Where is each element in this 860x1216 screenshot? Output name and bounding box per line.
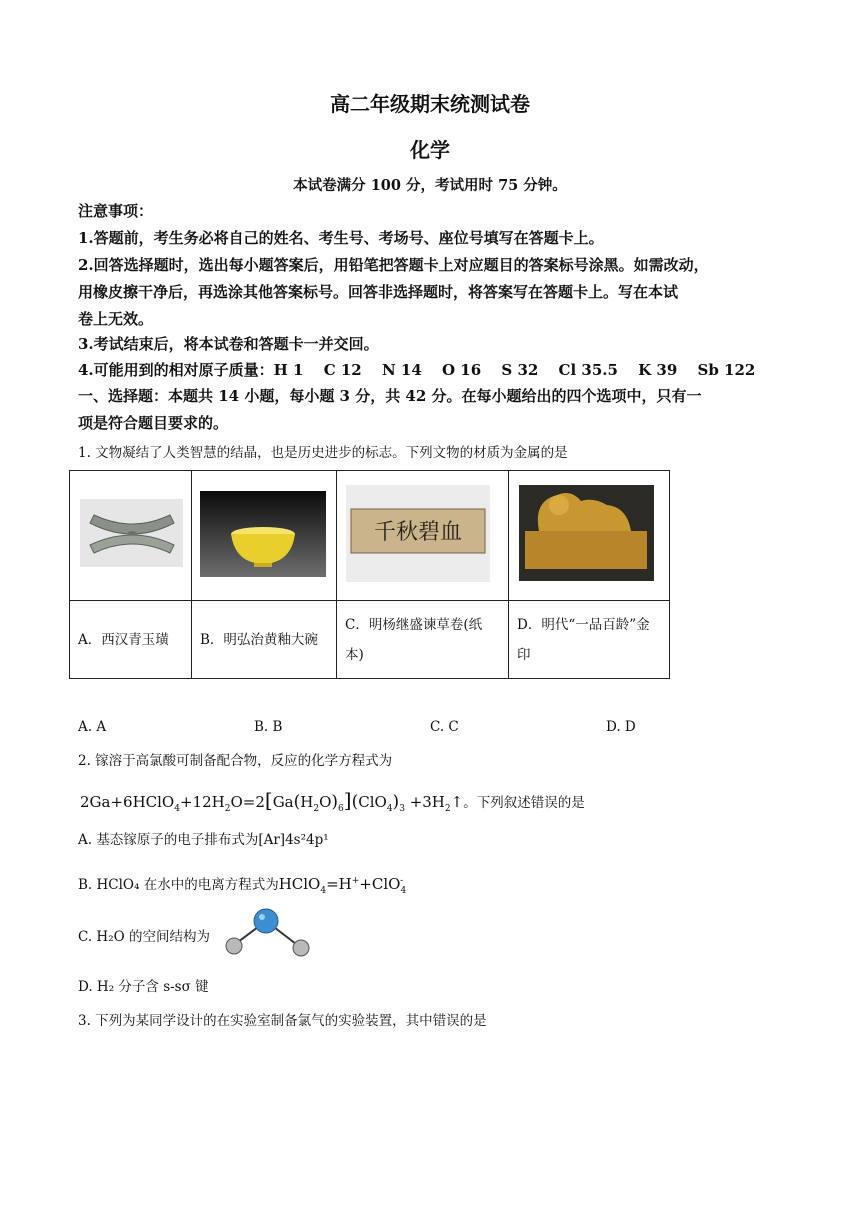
relic-b-cell	[192, 471, 337, 601]
scroll-image	[337, 471, 508, 596]
exam-info: 本试卷满分 100 分，考试用时 75 分钟。	[293, 177, 567, 194]
scroll-calligraphy: 千秋碧血	[373, 520, 463, 545]
q1-option-a[interactable]: A. A	[78, 719, 107, 735]
q1-relics-table	[69, 470, 670, 679]
relic-c-caption: C．明杨继盛谏草卷(纸 本)	[337, 601, 509, 679]
q2-option-d[interactable]: D. H₂ 分子含 s-sσ 键	[78, 979, 209, 995]
q1-stem: 1. 文物凝结了人类智慧的结晶，也是历史进步的标志。下列文物的材质为金属的是	[78, 445, 568, 461]
note-4: 4.可能用到的相对原子质量：H 1 C 12 N 14 O 16 S 32 Cl 35.5 K 39 Sb 122	[78, 361, 756, 379]
relic-d-cell	[509, 471, 670, 601]
subject-title: 化学	[410, 138, 450, 162]
note-2-line-1: 2.回答选择题时，选出每小题答案后，用铅笔把答题卡上对应题目的答案标号涂黑。如需改动，	[78, 256, 709, 274]
gold-seal-image	[509, 471, 669, 596]
note-3: 3.考试结束后，将本试卷和答题卡一并交回。	[78, 335, 379, 353]
section-1-line-2: 项是符合题目要求的。	[78, 414, 229, 432]
q2-option-b[interactable]: B. HClO₄ 在水中的电离方程式为HClO$_4$=H++ClO$_4$-	[78, 875, 407, 896]
relic-d-caption: D．明代“一品百龄”金 印	[509, 601, 670, 679]
note-2-line-2: 用橡皮擦干净后，再选涂其他答案标号。回答非选择题时，将答案写在答题卡上。写在本试	[78, 283, 679, 301]
q1-option-d[interactable]: D. D	[606, 719, 636, 735]
relic-b-caption: B．明弘治黄釉大碗	[192, 601, 337, 679]
notes-heading: 注意事项：	[78, 202, 154, 220]
note-2-line-3: 卷上无效。	[78, 310, 154, 328]
yellow-bowl-image	[192, 471, 336, 596]
q2-stem: 2. 镓溶于高氯酸可制备配合物，反应的化学方程式为	[78, 753, 393, 769]
q3-stem: 3. 下列为某同学设计的在实验室制备氯气的实验装置，其中错误的是	[78, 1013, 487, 1029]
q1-option-c[interactable]: C. C	[430, 719, 459, 735]
relic-a-caption: A．西汉青玉璜	[70, 601, 192, 679]
q2-option-a[interactable]: A. 基态镓原子的电子排布式为[Ar]4s²4p¹	[78, 832, 329, 848]
relic-c-cell	[337, 471, 509, 601]
q1-option-b[interactable]: B. B	[254, 719, 283, 735]
exam-title: 高二年级期末统测试卷	[330, 92, 530, 116]
note-1: 1.答题前，考生务必将自己的姓名、考生号、考场号、座位号填写在答题卡上。	[78, 229, 604, 247]
jade-huang-image	[70, 471, 191, 596]
water-ball-stick-model	[220, 905, 315, 965]
relic-a-cell	[70, 471, 192, 601]
q2-option-c[interactable]: C. H₂O 的空间结构为	[78, 929, 210, 945]
q2-equation: $2Ga+6HClO_4+12H_2O=2[Ga(H_2O)_6](ClO_4)_3$ $+3H_2↑$。下列叙述错误的是	[80, 788, 585, 814]
section-1-line-1: 一、选择题：本题共 14 小题，每小题 3 分，共 42 分。在每小题给出的四个选项中，只有一	[78, 387, 702, 405]
